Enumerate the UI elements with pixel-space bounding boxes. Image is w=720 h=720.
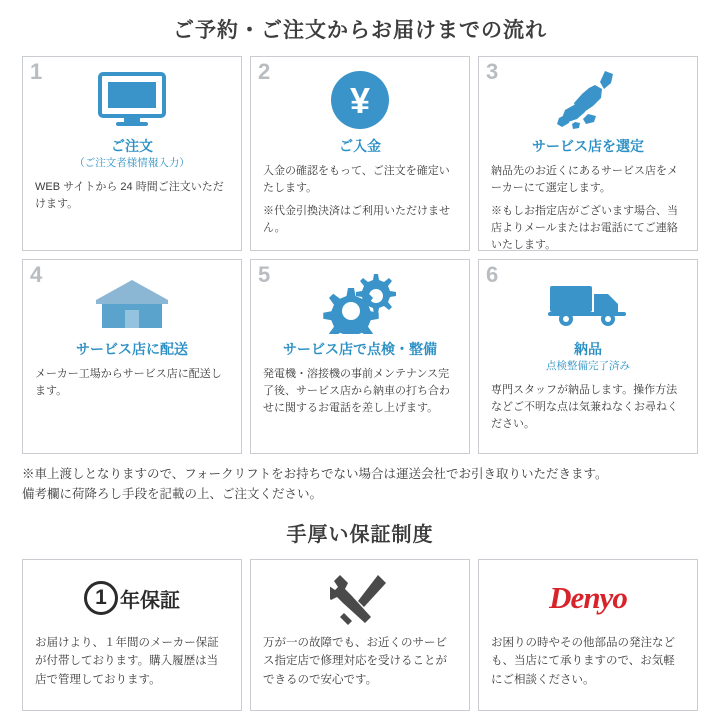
step-title: ご入金 bbox=[339, 138, 381, 154]
step-body bbox=[35, 179, 229, 213]
svg-text:¥: ¥ bbox=[349, 80, 371, 121]
step-body bbox=[35, 366, 229, 400]
warranty-card-1 bbox=[22, 559, 242, 711]
gears-icon bbox=[318, 272, 402, 334]
step-card-1 bbox=[22, 56, 242, 251]
step-body bbox=[491, 163, 685, 254]
badge-label: 年保証 bbox=[120, 589, 180, 612]
wrench-screwdriver-icon bbox=[330, 570, 390, 626]
warranty-section-title: 手厚い保証制度 bbox=[286, 524, 434, 546]
warranty-card-3 bbox=[478, 559, 698, 711]
note-line-2: 備考欄に荷降ろし手段を記載の上、ご注文ください。 bbox=[22, 487, 323, 501]
denyo-logo bbox=[549, 570, 627, 626]
note-line-1: ※車上渡しとなりますので、フォークリフトをお持ちでない場合は運送会社でお引き取りいただきます。 bbox=[22, 467, 608, 481]
step-body-line: 専門スタッフが納品します。操作方法などご不明な点は気兼ねなくお尋ねください。 bbox=[491, 383, 678, 430]
step-card-4 bbox=[22, 259, 242, 454]
step-body-line: 入金の確認をもって、ご注文を確定いたします。 bbox=[263, 165, 450, 195]
step-body-line: メーカー工場からサービス店に配送します。 bbox=[35, 368, 222, 398]
step-title: ご注文 bbox=[111, 138, 153, 154]
step-body-line: 発電機・溶接機の事前メンテナンス完了後、サービス店から納車の打ち合わせに関するお電話を差し上げます。 bbox=[263, 368, 450, 415]
badge-number: 1 bbox=[84, 581, 118, 615]
step-card-5 bbox=[250, 259, 470, 454]
step-body-line: ※代金引換決済はご利用いただけません。 bbox=[263, 205, 450, 235]
monitor-icon bbox=[96, 69, 168, 131]
denyo-logo-text: Denyo bbox=[549, 580, 627, 615]
factory-icon bbox=[92, 272, 172, 334]
step-number: 1 bbox=[30, 59, 43, 84]
step-title: サービス店に配送 bbox=[76, 341, 188, 357]
step-body-line: WEB サイトから 24 時間ご注文いただけます。 bbox=[35, 180, 224, 210]
truck-icon bbox=[546, 272, 630, 334]
warranty-body: お困りの時やその他部品の発注なども、当店にて承りますので、お気軽にご相談ください。 bbox=[491, 637, 675, 686]
japan-map-icon bbox=[551, 69, 625, 131]
step-number: 6 bbox=[486, 262, 499, 287]
step-body bbox=[263, 163, 457, 237]
step-card-3 bbox=[478, 56, 698, 251]
step-title: 納品 bbox=[574, 341, 602, 357]
warranty-body: お届けより、１年間のメーカー保証が付帯しております。購入履歴は当店で管理しております。 bbox=[35, 637, 219, 686]
yen-coin-icon bbox=[328, 69, 392, 131]
step-body-line: ※もしお指定店がございます場合、当店よりメールまたはお電話にてご連絡いたします。 bbox=[491, 205, 678, 252]
step-card-6 bbox=[478, 259, 698, 454]
step-card-2 bbox=[250, 56, 470, 251]
step-body bbox=[491, 382, 685, 433]
step-number: 5 bbox=[258, 262, 271, 287]
step-number: 4 bbox=[30, 262, 43, 287]
step-body-line: 納品先のお近くにあるサービス店をメーカーにて選定します。 bbox=[491, 165, 678, 195]
step-title: サービス店を選定 bbox=[532, 138, 644, 154]
warranty-card-2 bbox=[250, 559, 470, 711]
step-title: サービス店で点検・整備 bbox=[283, 341, 437, 357]
warranty-grid bbox=[22, 559, 698, 711]
step-subtitle: （ご注文者様情報入力） bbox=[74, 157, 190, 170]
step-body bbox=[263, 366, 457, 417]
delivery-note bbox=[22, 454, 698, 508]
one-year-warranty-badge bbox=[84, 570, 180, 626]
warranty-body: 万が一の故障でも、お近くのサービス指定店で修理対応を受けることができるので安心です。 bbox=[263, 637, 447, 686]
step-number: 2 bbox=[258, 59, 271, 84]
step-subtitle: 点検整備完了済み bbox=[546, 360, 630, 373]
page-title: ご予約・ご注文からお届けまでの流れ bbox=[173, 19, 547, 42]
steps-grid bbox=[22, 56, 698, 454]
step-number: 3 bbox=[486, 59, 499, 84]
